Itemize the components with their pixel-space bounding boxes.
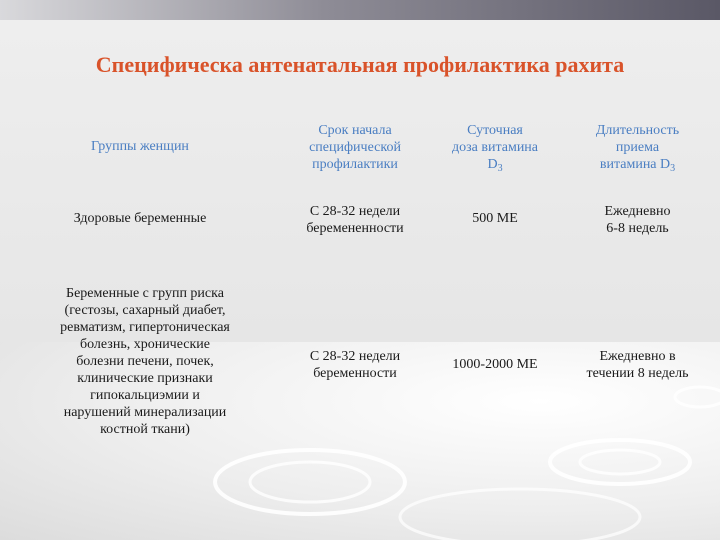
header-duration: Длительность приема витамина $D_3$: [595, 123, 680, 174]
row1-daily-dose: 500 МЕ: [472, 211, 518, 226]
row2-duration: Ежедневно в течении 8 недель: [586, 349, 689, 381]
header-daily-dose: Суточная доза витамина $D_3$: [451, 123, 539, 174]
header-groups: Группы женщин: [91, 139, 189, 154]
row2-daily-dose: 1000-2000 МЕ: [452, 357, 538, 372]
slide-title: Специфическа антенатальная профилактика рахита: [95, 52, 625, 77]
header-start-term: Срок начала специфической профилактики: [309, 123, 401, 172]
row1-duration: Ежедневно 6-8 недель: [604, 204, 671, 236]
top-banner: [0, 0, 720, 20]
row1-start-term: С 28-32 недели беремененности: [306, 204, 404, 236]
row2-start-term: С 28-32 недели беременности: [309, 349, 401, 381]
row2-group: Беременные с групп риска (гестозы, сахарный диабет, ревматизм, гипертоническая болезнь, хронические болезни печени, почек, клинические признаки гипокальциэмии и нарушений минерализации костной ткани): [60, 286, 230, 437]
row1-group: Здоровые беременные: [73, 211, 207, 226]
